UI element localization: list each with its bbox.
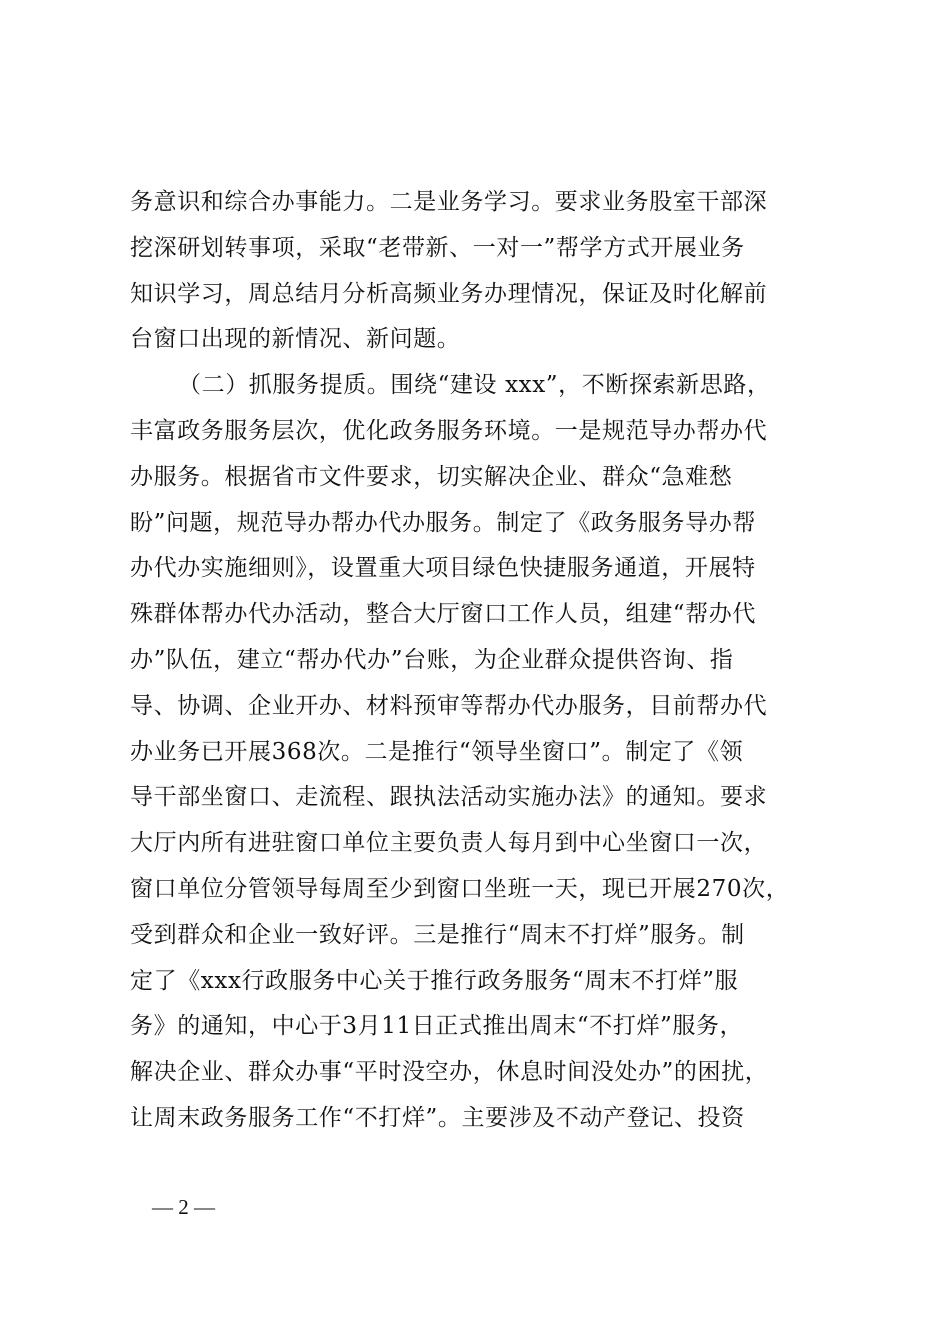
text-line: 挖深研划转事项，采取“老带新、一对一”帮学方式开展业务 [130,234,745,261]
text-line: 务意识和综合办事能力。二是业务学习。要求业务股室干部深 [130,189,768,215]
paragraph-service-quality [130,363,830,1142]
text-line: 务》的通知，中心于3月11日正式推出周末“不打烊”服务， [130,1013,744,1040]
text-line: 办代办实施细则》，设置重大项目绿色快捷服务通道，开展特 [130,555,756,582]
text-line: 办”队伍，建立“帮办代办”台账，为企业群众提供咨询、指 [130,646,734,673]
text-line: 定了《xxx行政服务中心关于推行政务服务“周末不打烊”服 [130,967,739,994]
text-line: 盼”问题，规范导办帮办代办服务。制定了《政务服务导办帮 [130,509,756,536]
text-line: 台窗口出现的新情况、新问题。 [130,326,461,353]
text-line: 殊群体帮办代办活动，整合大厅窗口工作人员，组建“帮办代 [130,601,756,628]
text-line: 解决企业、群众办事“平时没空办，休息时间没处办”的困扰， [130,1059,769,1086]
text-line: 导、协调、企业开办、材料预审等帮办代办服务，目前帮办代 [130,692,768,719]
text-line: 大厅内所有进驻窗口单位主要负责人每月到中心坐窗口一次， [130,830,768,857]
text-line: 知识学习，周总结月分析高频业务办理情况，保证及时化解前 [130,280,768,307]
text-line: 受到群众和企业一致好评。三是推行“周末不打烊”服务。制 [130,921,745,948]
section-heading-line: （二）抓服务提质。围绕“建设 xxx”，不断探索新思路， [178,372,771,399]
paragraph-continuation [130,180,830,363]
page-number: — 2 — [152,1195,215,1219]
text-line: 丰富政务服务层次，优化政务服务环境。一是规范导办帮办代 [130,417,768,444]
text-line: 办服务。根据省市文件要求，切实解决企业、群众“急难愁 [130,463,733,490]
body-text [130,180,830,1142]
text-line: 导干部坐窗口、走流程、跟执法活动实施办法》的通知。要求 [130,784,768,811]
text-line: 让周末政务服务工作“不打烊”。主要涉及不动产登记、投资 [130,1104,745,1131]
text-line: 办业务已开展368次。二是推行“领导坐窗口”。制定了《领 [130,738,744,765]
text-line: 窗口单位分管领导每周至少到窗口坐班一天，现已开展270次， [130,875,790,902]
